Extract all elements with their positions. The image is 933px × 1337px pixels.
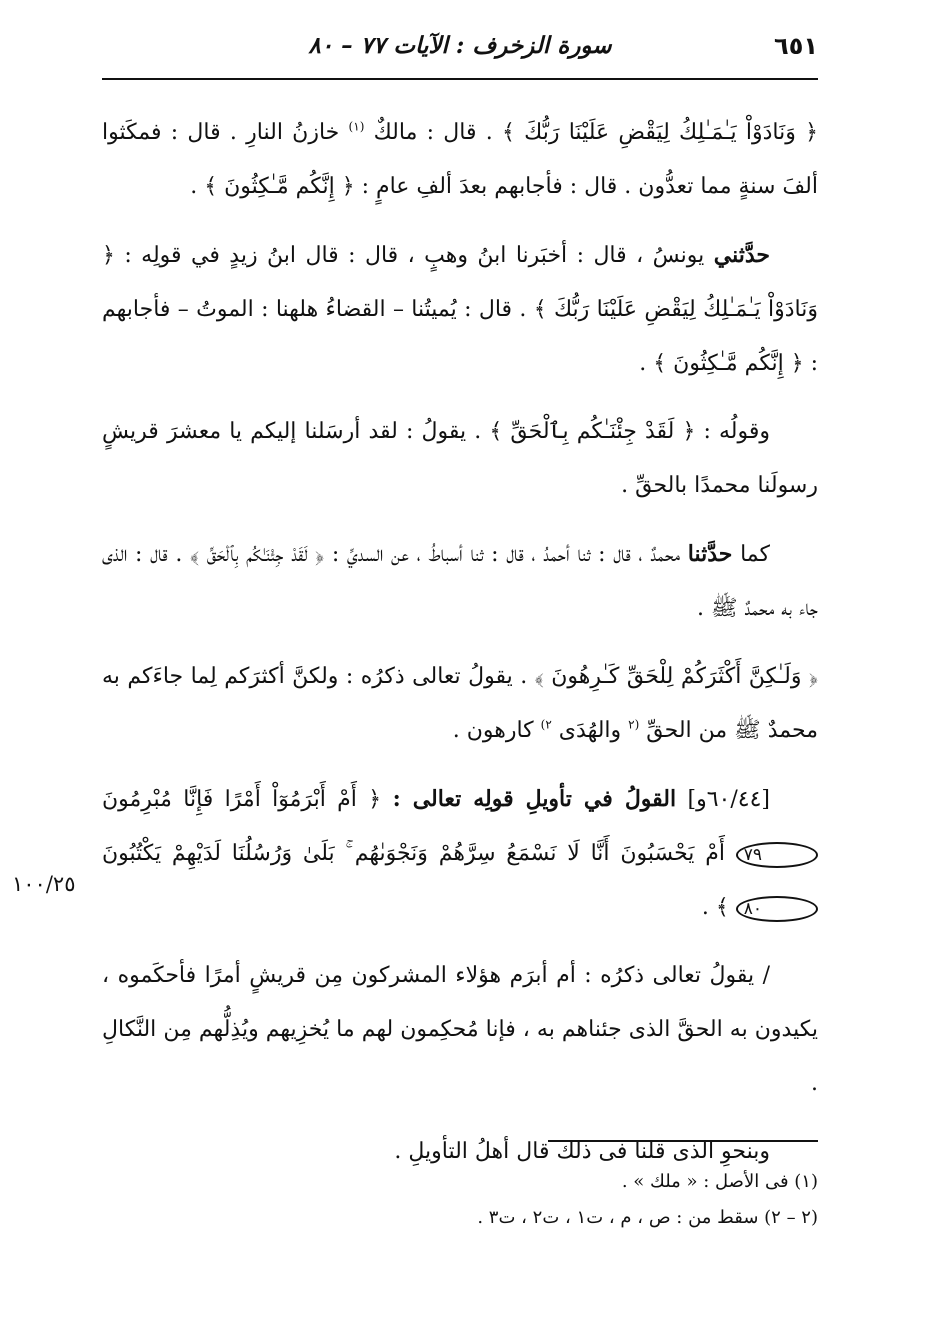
paragraph-8-text: وبنحوِ الذى قلنا فى ذلك قال أهلُ التأويلِ . xyxy=(394,1139,770,1164)
paragraph-6 xyxy=(102,772,818,935)
verse-80-text: أَمْ يَحْسَبُونَ أَنَّا لَا نَسْمَعُ سِرَّهُمْ وَنَجْوَىٰهُم ۚ بَلَىٰ وَرُسُلُنَا لَدَيْهِمْ يَكْتُبُونَ xyxy=(102,841,725,866)
verse-number-79: ٧٩ xyxy=(736,842,818,868)
paragraph-2-text: يونسُ ، قال : أخبَرنا ابنُ وهبٍ ، قال : قال ابنُ زيدٍ في قولِه : ﴿ وَنَادَوْاْ يَـٰمَـٰلِكُ لِيَقْضِ عَلَيْنَا رَبُّكَ ﴾ . قال : يُميتُنا – القضاءُ هلهنا : الموتُ – فأجابهم : ﴿ إِنَّكُم مَّـٰكِثُونَ ﴾ . xyxy=(102,243,818,376)
paragraph-1-part-2: خازنُ النارِ . قال : فمكَثوا ألفَ سنةٍ مما تعدُّون . قال : فأجابهم بعدَ ألفِ عامٍ : ﴿ إِنَّكُم مَّـٰكِثُونَ ﴾ . xyxy=(102,120,818,199)
paragraph-5 xyxy=(102,650,818,758)
footnote-2: (٢ – ٢) سقط من : ص ، م ، ت١ ، ت٢ ، ت٣ . xyxy=(477,1207,818,1228)
paragraph-3-text: وقولُه : ﴿ لَقَدْ جِئْنَـٰكُم بِٱلْحَقِّ ﴾ . يقولُ : لقد أرسَلنا إليكم يا معشرَ قريشٍ رسولَنا محمدًا بالحقِّ . xyxy=(102,419,818,498)
paragraph-2 xyxy=(102,228,818,391)
paragraph-4-text: محمدٌ ، قال : ثنا أحمدُ ، قال : ثنا أسباطُ ، عن السديِّ : ﴿ لَقَدْ جِئْنَـٰكُم بِٱلْحَقِّ ﴾ . قال : الذى جاء به محمدٌ ﷺ . xyxy=(102,542,818,621)
footnote-1: (١) فى الأصل : « ملك » . xyxy=(621,1171,818,1192)
narration-lead: حدَّثني xyxy=(713,242,770,268)
page-header xyxy=(102,30,818,72)
paragraph-1-part-1: ﴿ وَنَادَوْاْ يَـٰمَـٰلِكُ لِيَقْضِ عَلَيْنَا رَبُّكَ ﴾ . قال : مالكٌ xyxy=(373,120,818,145)
paragraph-5-part-1: ﴿ وَلَـٰكِنَّ أَكْثَرَكُمْ لِلْحَقِّ كَـٰرِهُونَ ﴾ . يقولُ تعالى ذكرُه : ولكنَّ أكثرَكم لِما جاءَكم به محمدٌ ﷺ من الحقِّ xyxy=(102,664,818,743)
verse-number-80: ٨٠ xyxy=(736,896,818,922)
paragraph-5-part-2: والهُدَى xyxy=(558,718,622,743)
footnote-ref-2-open: (٢ xyxy=(628,717,640,732)
paragraph-4 xyxy=(102,527,818,636)
footnote-ref-1: (١) xyxy=(348,119,365,134)
narration-lead: حدَّثنا xyxy=(687,541,733,567)
footnote-rule xyxy=(548,1140,818,1142)
header-rule xyxy=(102,78,818,80)
paragraph-7 xyxy=(102,949,818,1111)
paragraph-1 xyxy=(102,106,818,214)
verse-close: ﴾ . xyxy=(701,895,729,920)
folio-marker: [٦٠/٤٤و] xyxy=(687,787,770,812)
margin-note: ١٠٠/٢٥ xyxy=(12,872,76,896)
running-title: سورة الزخرف : الآيات ٧٧ – ٨٠ xyxy=(308,32,612,59)
section-heading: القولُ في تأويلِ قولِه تعالى : xyxy=(392,786,677,812)
paragraph-5-part-3: كارهون . xyxy=(452,718,534,743)
page-number: ٦٥١ xyxy=(774,32,818,60)
paragraph-3 xyxy=(102,405,818,513)
paragraph-4-pre: كما xyxy=(740,542,770,567)
footnote-ref-2-close: ٢) xyxy=(540,717,552,732)
main-text xyxy=(102,106,818,1193)
paragraph-7-text: / يقولُ تعالى ذكرُه : أم أبرَم هؤلاء المشركون مِن قريشٍ أمرًا فأحكَموه ، يكيدون به الحقَّ الذى جئناهم به ، فإنا مُحكِمون لهم ما يُخزِيهم ويُذِلُّهم مِن النَّكالِ . xyxy=(102,963,818,1096)
verse-79-text: ﴿ أَمْ أَبْرَمُوٓاْ أَمْرًا فَإِنَّا مُبْرِمُونَ xyxy=(102,787,382,812)
footnotes xyxy=(102,1164,818,1236)
